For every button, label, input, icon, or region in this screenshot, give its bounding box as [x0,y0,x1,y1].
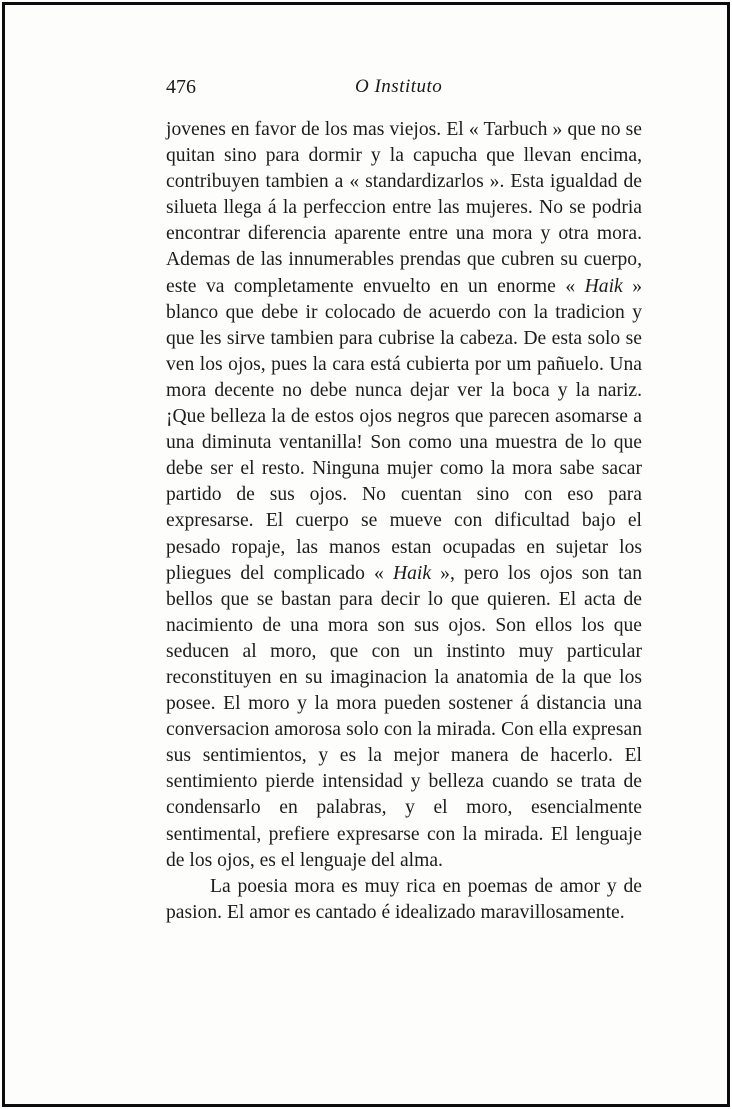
paragraph [166,117,642,874]
page-number: 476 [166,76,196,98]
paragraph: La poesia mora es muy rica en poemas de amor y de pasion. El amor es cantado é idealizado maravillosamente. [166,875,642,923]
italic-term: Haik [392,562,432,584]
running-title: O Instituto [355,76,443,97]
page-header [166,76,640,102]
body-text [166,117,642,926]
italic-term: Haik [584,275,623,297]
text-segment: », pero los ojos son tan bellos que se bastan para decir lo que quieren. El acta de nacimiento de una mora son sus ojos. Son ellos los que seducen al moro, que con un instinto muy particular reconstituyen en su imaginacion la anatomia de la que los posee. El moro y la mora pueden sostener á distancia una conversacion amorosa solo con la mirada. Con ella expresan sus sentimientos, y es la mejor manera de hacerlo. El sentimiento pierde intensidad y belleza cuando se trata de condensarlo en palabras, y el moro, esencialmente sentimental, prefiere expresarse con la mirada. El lenguaje de los ojos, es el lenguaje del alma. [166,562,643,871]
text-segment: jovenes en favor de los mas viejos. El « Tarbuch » que no se quitan sino para dormir y la capucha que llevan encima, contribuyen tambien a « standardizarlos ». Esta igualdad de silueta llega á la perfeccion entre las mujeres. No se podria encontrar diferencia aparente entre una mora y otra mora. Ademas de las innumerables prendas que cubren su cuerpo, este va completamente envuelto en un enorme « [166,119,642,297]
text-segment: » blanco que debe ir colocado de acuerdo con la tradicion y que les sirve tambien para cubrise la cabeza. De esta solo se ven los ojos, pues la cara está cubierta por um pañuelo. Una mora decente no debe nunca dejar ver la boca y la nariz. ¡Que belleza la de estos ojos negros que parecen asomarse a una diminuta ventanilla! Son como una muestra de lo que debe ser el resto. Ninguna mujer como la mora sabe sacar partido de sus ojos. No cuentan sino con eso para expresarse. El cuerpo se mueve con dificultad bajo el pesado ropaje, las manos estan ocupadas en sujetar los pliegues del complicado « [166,275,642,584]
